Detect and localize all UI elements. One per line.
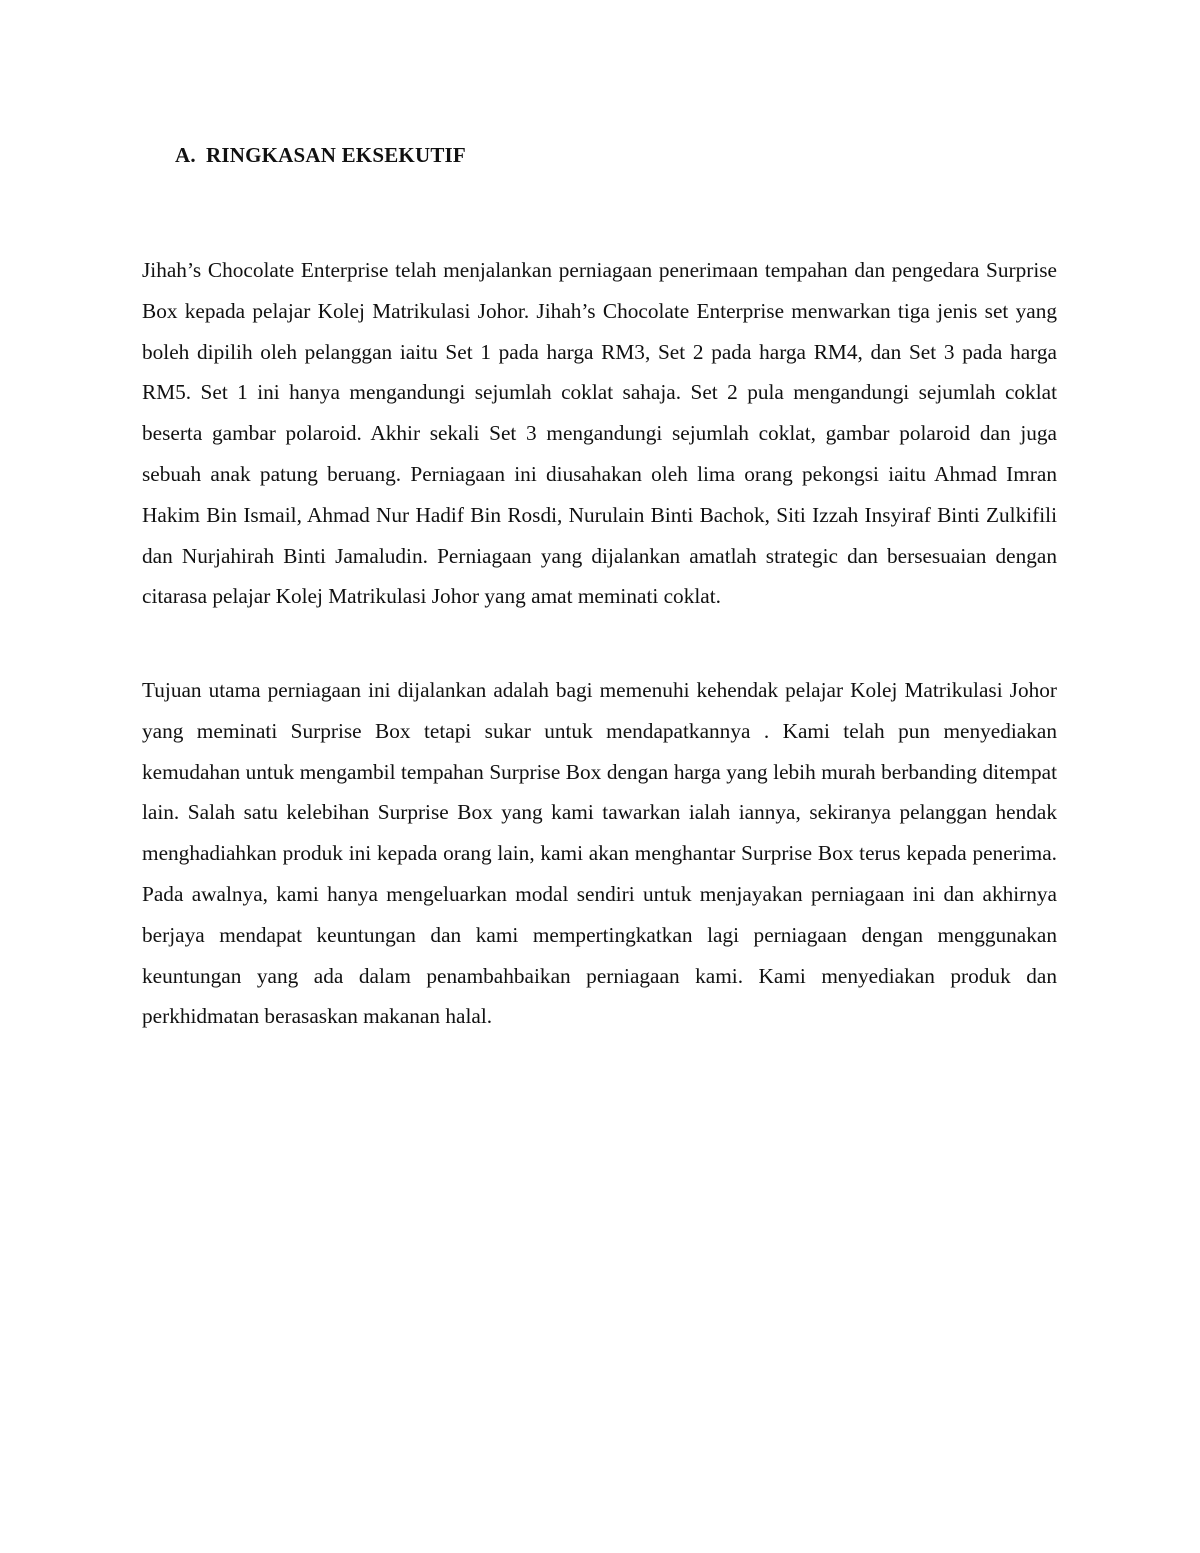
section-title: RINGKASAN EKSEKUTIF <box>206 143 466 167</box>
section-heading <box>175 143 466 168</box>
paragraph-business-purpose: Tujuan utama perniagaan ini dijalankan adalah bagi memenuhi kehendak pelajar Kolej Matrikulasi Johor yang meminati Surprise Box tetapi sukar untuk mendapatkannya . Kami telah pun menyediakan kemudahan untuk mengambil tempahan Surprise Box dengan harga yang lebih murah berbanding ditempat lain. Salah satu kelebihan Surprise Box yang kami tawarkan ialah iannya, sekiranya pelanggan hendak menghadiahkan produk ini kepada orang lain, kami akan menghantar Surprise Box terus kepada penerima. Pada awalnya, kami hanya mengeluarkan modal sendiri untuk menjayakan perniagaan ini dan akhirnya berjaya mendapat keuntungan dan kami mempertingkatkan lagi perniagaan dengan menggunakan keuntungan yang ada dalam penambahbaikan perniagaan kami. Kami menyediakan produk dan perkhidmatan berasaskan makanan halal. <box>142 678 1057 1029</box>
paragraph-executive-summary: Jihah’s Chocolate Enterprise telah menjalankan perniagaan penerimaan tempahan dan pengedara Surprise Box kepada pelajar Kolej Matrikulasi Johor. Jihah’s Chocolate Enterprise menwarkan tiga jenis set yang boleh dipilih oleh pelanggan iaitu Set 1 pada harga RM3, Set 2 pada harga RM4, dan Set 3 pada harga RM5. Set 1 ini hanya mengandungi sejumlah coklat sahaja. Set 2 pula mengandungi sejumlah coklat beserta gambar polaroid. Akhir sekali Set 3 mengandungi sejumlah coklat, gambar polaroid dan juga sebuah anak patung beruang. Perniagaan ini diusahakan oleh lima orang pekongsi iaitu Ahmad Imran Hakim Bin Ismail, Ahmad Nur Hadif Bin Rosdi, Nurulain Binti Bachok, Siti Izzah Insyiraf Binti Zulkifili dan Nurjahirah Binti Jamaludin. Perniagaan yang dijalankan amatlah strategic dan bersesuaian dengan citarasa pelajar Kolej Matrikulasi Johor yang amat meminati coklat. <box>142 258 1057 609</box>
section-letter: A. <box>175 143 196 167</box>
